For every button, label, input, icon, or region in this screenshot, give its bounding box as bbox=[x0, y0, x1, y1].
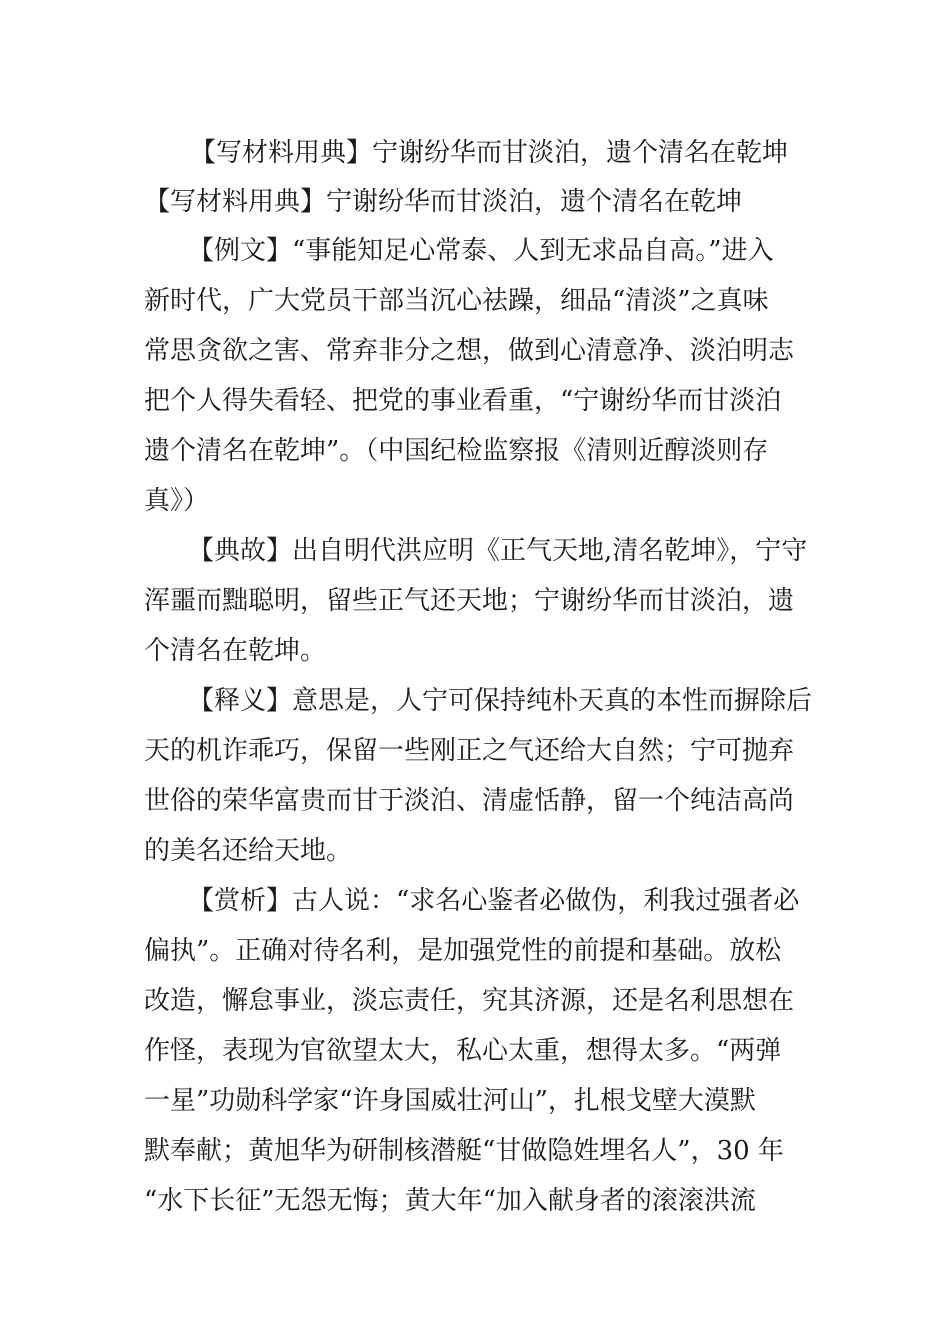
analysis-line: 偏执”。正确对待名利，是加强党性的前提和基础。放松 bbox=[144, 936, 782, 966]
meaning-line: 【释义】意思是，人宁可保持纯朴天真的本性而摒除后 bbox=[188, 686, 813, 716]
meaning-line: 的美名还给天地。 bbox=[144, 836, 353, 866]
allusion-line: 浑噩而黜聪明，留些正气还天地；宁谢纷华而甘淡泊，遗 bbox=[144, 586, 795, 616]
example-line: 【例文】“事能知足心常泰、人到无求品自高。”进入 bbox=[188, 236, 774, 266]
analysis-line: 默奉献；黄旭华为研制核潜艇“甘做隐姓埋名人”，30 年 bbox=[144, 1136, 784, 1166]
analysis-line: 作怪，表现为官欲望太大，私心太重，想得太多。“两弹 bbox=[144, 1036, 782, 1066]
title-line-2: 【写材料用典】宁谢纷华而甘淡泊，遗个清名在乾坤 bbox=[144, 187, 743, 217]
analysis-line: 一星”功勋科学家“许身国威壮河山”，扎根戈壁大漠默 bbox=[144, 1086, 756, 1116]
example-line: 真》） bbox=[144, 486, 210, 516]
meaning-line: 天的机诈乖巧，保留一些刚正之气还给大自然；宁可抛弃 bbox=[144, 736, 795, 766]
example-line: 把个人得失看轻、把党的事业看重，“宁谢纷华而甘淡泊 bbox=[144, 386, 782, 416]
analysis-line: 【赏析】古人说：“求名心鉴者必做伪，利我过强者必 bbox=[188, 886, 800, 916]
analysis-line: 改造，懈怠事业，淡忘责任，究其济源，还是名利思想在 bbox=[144, 986, 795, 1016]
meaning-line: 世俗的荣华富贵而甘于淡泊、清虚恬静，留一个纯洁高尚 bbox=[144, 786, 795, 816]
example-line: 常思贪欲之害、常弃非分之想，做到心清意净、淡泊明志 bbox=[144, 336, 795, 366]
allusion-line: 【典故】出自明代洪应明《正气天地,清名乾坤》，宁守 bbox=[188, 536, 808, 566]
analysis-line: “水下长征”无怨无悔；黄大年“加入献身者的滚滚洪流 bbox=[144, 1186, 756, 1216]
example-line: 新时代，广大党员干部当沉心祛躁，细品“清淡”之真味 bbox=[144, 286, 769, 316]
title-line-1: 【写材料用典】宁谢纷华而甘淡泊，遗个清名在乾坤 bbox=[190, 138, 789, 168]
example-line: 遗个清名在乾坤”。（中国纪检监察报《清则近醇淡则存 bbox=[144, 436, 769, 466]
allusion-line: 个清名在乾坤。 bbox=[144, 636, 327, 666]
